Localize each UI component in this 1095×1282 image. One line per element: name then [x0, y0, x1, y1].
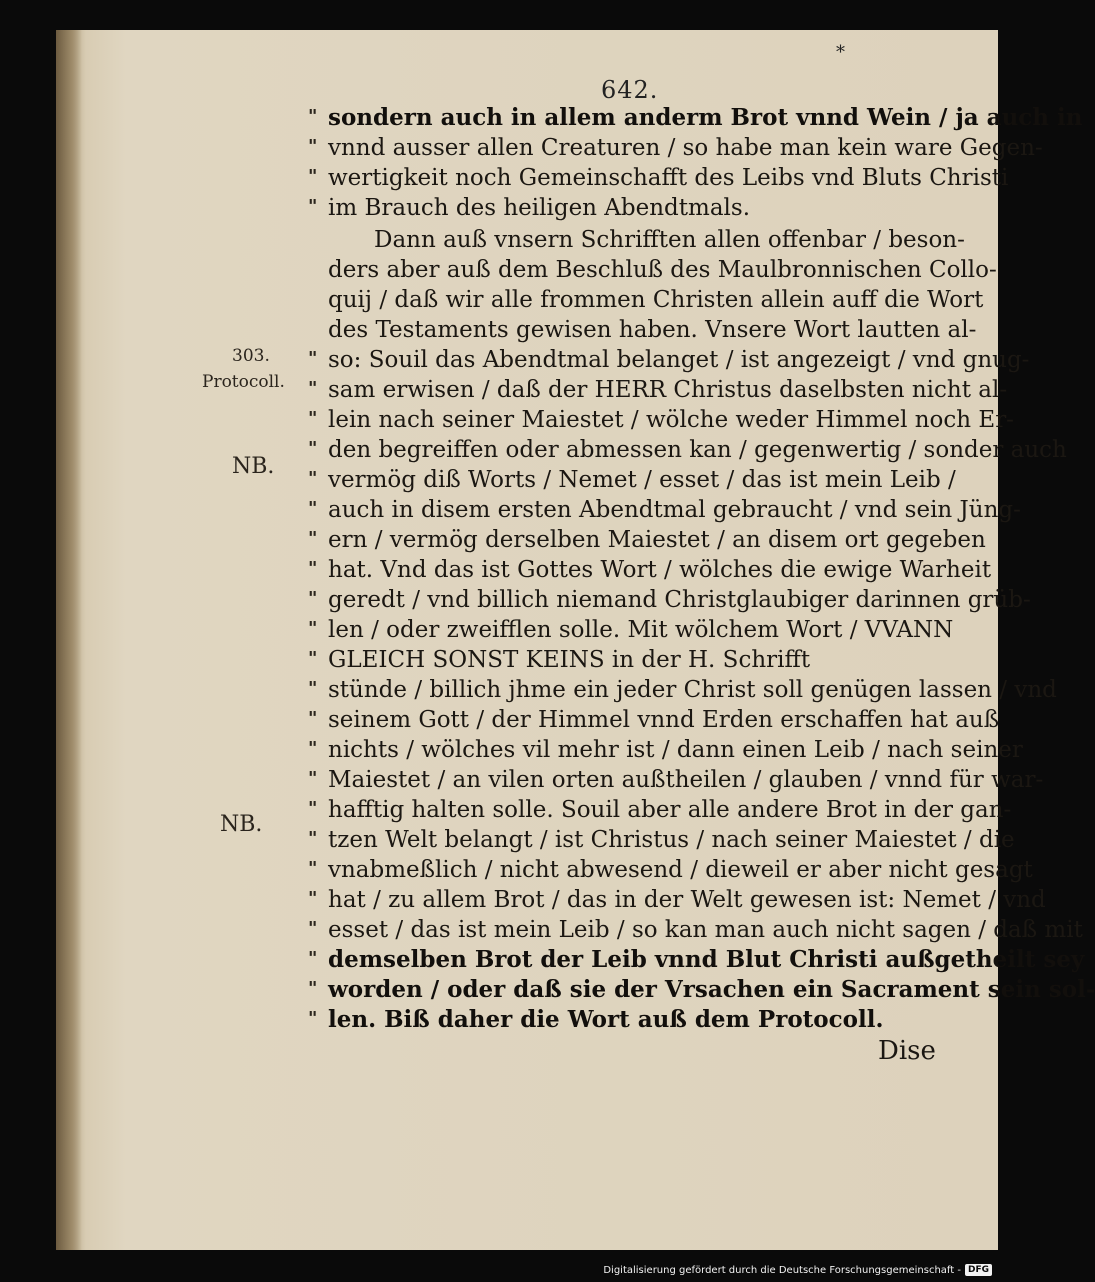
corner-mark: * [836, 42, 845, 63]
text-line-15: ern / vermög derselben Maiestet / an disem ort gegeben [328, 527, 986, 553]
quote-mark: " [308, 828, 318, 849]
margin-nb-1: NB. [232, 454, 275, 479]
quote-mark: " [308, 768, 318, 789]
quote-mark: " [308, 348, 318, 369]
margin-ref-number: 303. [232, 346, 270, 366]
quote-mark: " [308, 528, 318, 549]
text-line-22: nichts / wölches vil mehr ist / dann einen Leib / nach seiner [328, 737, 1023, 763]
text-line-27: hat / zu allem Brot / das in der Welt gewesen ist: Nemet / vnd [328, 887, 1046, 913]
quote-mark: " [308, 498, 318, 519]
text-line-18: len / oder zweifflen solle. Mit wölchem Wort / VVANN [328, 617, 954, 643]
quote-mark: " [308, 588, 318, 609]
quote-mark: " [308, 196, 318, 217]
text-line-6: ders aber auß dem Beschluß des Maulbronnischen Collo- [328, 257, 997, 283]
text-line-17: geredt / vnd billich niemand Christglaubiger darinnen grüb- [328, 587, 1031, 613]
quote-mark: " [308, 618, 318, 639]
book-page [56, 30, 1095, 1250]
text-line-21: seinem Gott / der Himmel vnnd Erden erschaffen hat auß [328, 707, 1000, 733]
text-line-2: vnnd ausser allen Creaturen / so habe man kein ware Gegen- [328, 135, 1043, 161]
quote-mark: " [308, 978, 318, 999]
quote-mark: " [308, 678, 318, 699]
quote-mark: " [308, 798, 318, 819]
text-line-10: sam erwisen / daß der HERR Christus daselbsten nicht al- [328, 377, 1008, 403]
text-line-28: esset / das ist mein Leib / so kan man auch nicht sagen / daß mit [328, 917, 1083, 943]
text-line-5: Dann auß vnsern Schrifften allen offenbar / beson- [374, 227, 965, 253]
dfg-logo-icon: DFG [965, 1264, 992, 1276]
text-line-20: stünde / billich jhme ein jeder Christ soll genügen lassen / vnd [328, 677, 1057, 703]
text-line-8: des Testaments gewisen haben. Vnsere Wort lautten al- [328, 317, 977, 343]
text-line-16: hat. Vnd das ist Gottes Wort / wölches die ewige Warheit [328, 557, 992, 583]
text-line-4: im Brauch des heiligen Abendtmals. [328, 195, 751, 221]
quote-mark: " [308, 468, 318, 489]
margin-ref-label: Protocoll. [202, 372, 285, 392]
text-line-9: so: Souil das Abendtmal belanget / ist angezeigt / vnd gnug- [328, 347, 1030, 373]
text-line-25: tzen Welt belangt / ist Christus / nach seiner Maiestet / die [328, 827, 1015, 853]
text-line-7: quij / daß wir alle frommen Christen allein auff die Wort [328, 287, 984, 313]
text-block [56, 30, 1095, 1250]
quote-mark: " [308, 918, 318, 939]
quote-mark: " [308, 708, 318, 729]
quote-mark: " [308, 558, 318, 579]
text-line-11: lein nach seiner Maiestet / wölche weder Himmel noch Er- [328, 407, 1014, 433]
quote-mark: " [308, 378, 318, 399]
text-line-19: GLEICH SONST KEINS in der H. Schrifft [328, 647, 811, 673]
quote-mark: " [308, 106, 318, 127]
quote-mark: " [308, 858, 318, 879]
text-line-29: demselben Brot der Leib vnnd Blut Christi außgetheilt sey [328, 946, 1085, 973]
quote-mark: " [308, 136, 318, 157]
text-line-14: auch in disem ersten Abendtmal gebraucht / vnd sein Jüng- [328, 497, 1021, 523]
quote-mark: " [308, 888, 318, 909]
text-line-23: Maiestet / an vilen orten außtheilen / glauben / vnnd für war- [328, 767, 1044, 793]
quote-mark: " [308, 738, 318, 759]
catchword: Dise [878, 1036, 936, 1066]
quote-mark: " [308, 166, 318, 187]
text-line-24: hafftig halten solle. Souil aber alle andere Brot in der gan- [328, 797, 1012, 823]
text-line-26: vnabmeßlich / nicht abwesend / dieweil er aber nicht gesagt [328, 857, 1033, 883]
text-line-12: den begreiffen oder abmessen kan / gegenwertig / sonder auch [328, 437, 1067, 463]
quote-mark: " [308, 438, 318, 459]
text-line-30: worden / oder daß sie der Vrsachen ein Sacrament sein sol- [328, 976, 1095, 1003]
text-line-1: sondern auch in allem anderm Brot vnnd Wein / ja auch in [328, 104, 1083, 131]
margin-nb-2: NB. [220, 812, 263, 837]
quote-mark: " [308, 1008, 318, 1029]
digitization-footer [603, 1264, 992, 1276]
text-line-13: vermög diß Worts / Nemet / esset / das ist mein Leib / [328, 467, 956, 493]
footer-text: Digitalisierung gefördert durch die Deutsche Forschungsgemeinschaft - [603, 1264, 961, 1276]
text-line-3: wertigkeit noch Gemeinschafft des Leibs vnd Bluts Christi [328, 165, 1009, 191]
quote-mark: " [308, 948, 318, 969]
quote-mark: " [308, 648, 318, 669]
page-number: 642. [601, 76, 659, 104]
text-line-31: len. Biß daher die Wort auß dem Protocoll. [328, 1006, 884, 1033]
quote-mark: " [308, 408, 318, 429]
